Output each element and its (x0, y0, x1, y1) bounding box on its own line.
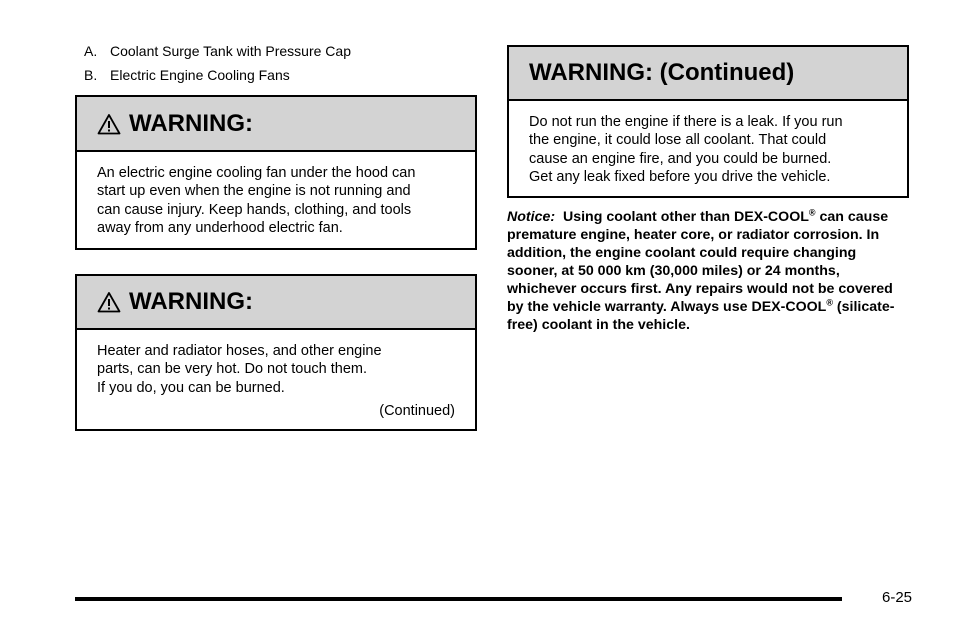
warning-title: WARNING: (129, 109, 253, 137)
legend-letter: B. (84, 67, 98, 83)
registered-mark: ® (826, 297, 833, 308)
footer-rule (75, 597, 842, 601)
notice-text: (silicate-free) coolant in the vehicle. (507, 299, 895, 333)
warning-triangle-icon (97, 113, 121, 135)
warning-text (509, 101, 907, 187)
legend-text: Coolant Surge Tank with Pressure Cap (110, 43, 351, 59)
figure-legend (84, 39, 351, 87)
warning-line: away from any underhood electric fan. (97, 220, 343, 237)
warning-header (77, 97, 475, 152)
notice-label: Notice: (507, 209, 556, 225)
registered-mark: ® (808, 207, 816, 218)
warning-box-continued (507, 45, 909, 198)
notice-text: can cause premature engine, heater core, or radiator corrosion. In addition, the engine coolant could require changing sooner, at 50 000 km (30,000 miles) or 24 months, whichever occurs first. Any repairs would not be covered by the vehicle warranty. Always use DEX-COOL (507, 209, 893, 315)
continued-note: (Continued) (379, 403, 455, 420)
legend-letter: A. (84, 43, 98, 59)
warning-text (77, 152, 475, 238)
warning-line: If you do, you can be burned. (97, 379, 285, 396)
warning-line: start up even when the engine is not running and (97, 183, 411, 200)
warning-header (77, 276, 475, 330)
warning-line: An electric engine cooling fan under the hood can (97, 165, 416, 181)
page-number: 6-25 (882, 589, 913, 606)
warning-line: the engine, it could lose all coolant. That could (529, 132, 827, 149)
notice-paragraph (507, 208, 909, 334)
warning-triangle-icon (97, 291, 121, 313)
warning-box-cooling-fan (75, 95, 477, 250)
warning-title: WARNING: (Continued) (529, 59, 795, 86)
notice-text: Using coolant other than DEX-COOL (562, 209, 809, 225)
legend-item-a (84, 39, 351, 63)
warning-box-hot-hoses (75, 274, 477, 431)
warning-line: parts, can be very hot. Do not touch them. (97, 361, 368, 378)
warning-line: Do not run the engine if there is a leak. If you run (529, 114, 843, 130)
warning-line: Heater and radiator hoses, and other engine (97, 343, 382, 359)
warning-line: cause an engine fire, and you could be burned. (529, 150, 832, 167)
warning-line: Get any leak fixed before you drive the vehicle. (529, 169, 831, 186)
legend-item-b (84, 63, 351, 87)
warning-line: can cause injury. Keep hands, clothing, and tools (97, 201, 412, 218)
warning-header (509, 47, 907, 101)
warning-text (77, 330, 475, 421)
warning-title: WARNING: (129, 288, 253, 315)
legend-text: Electric Engine Cooling Fans (110, 67, 290, 83)
